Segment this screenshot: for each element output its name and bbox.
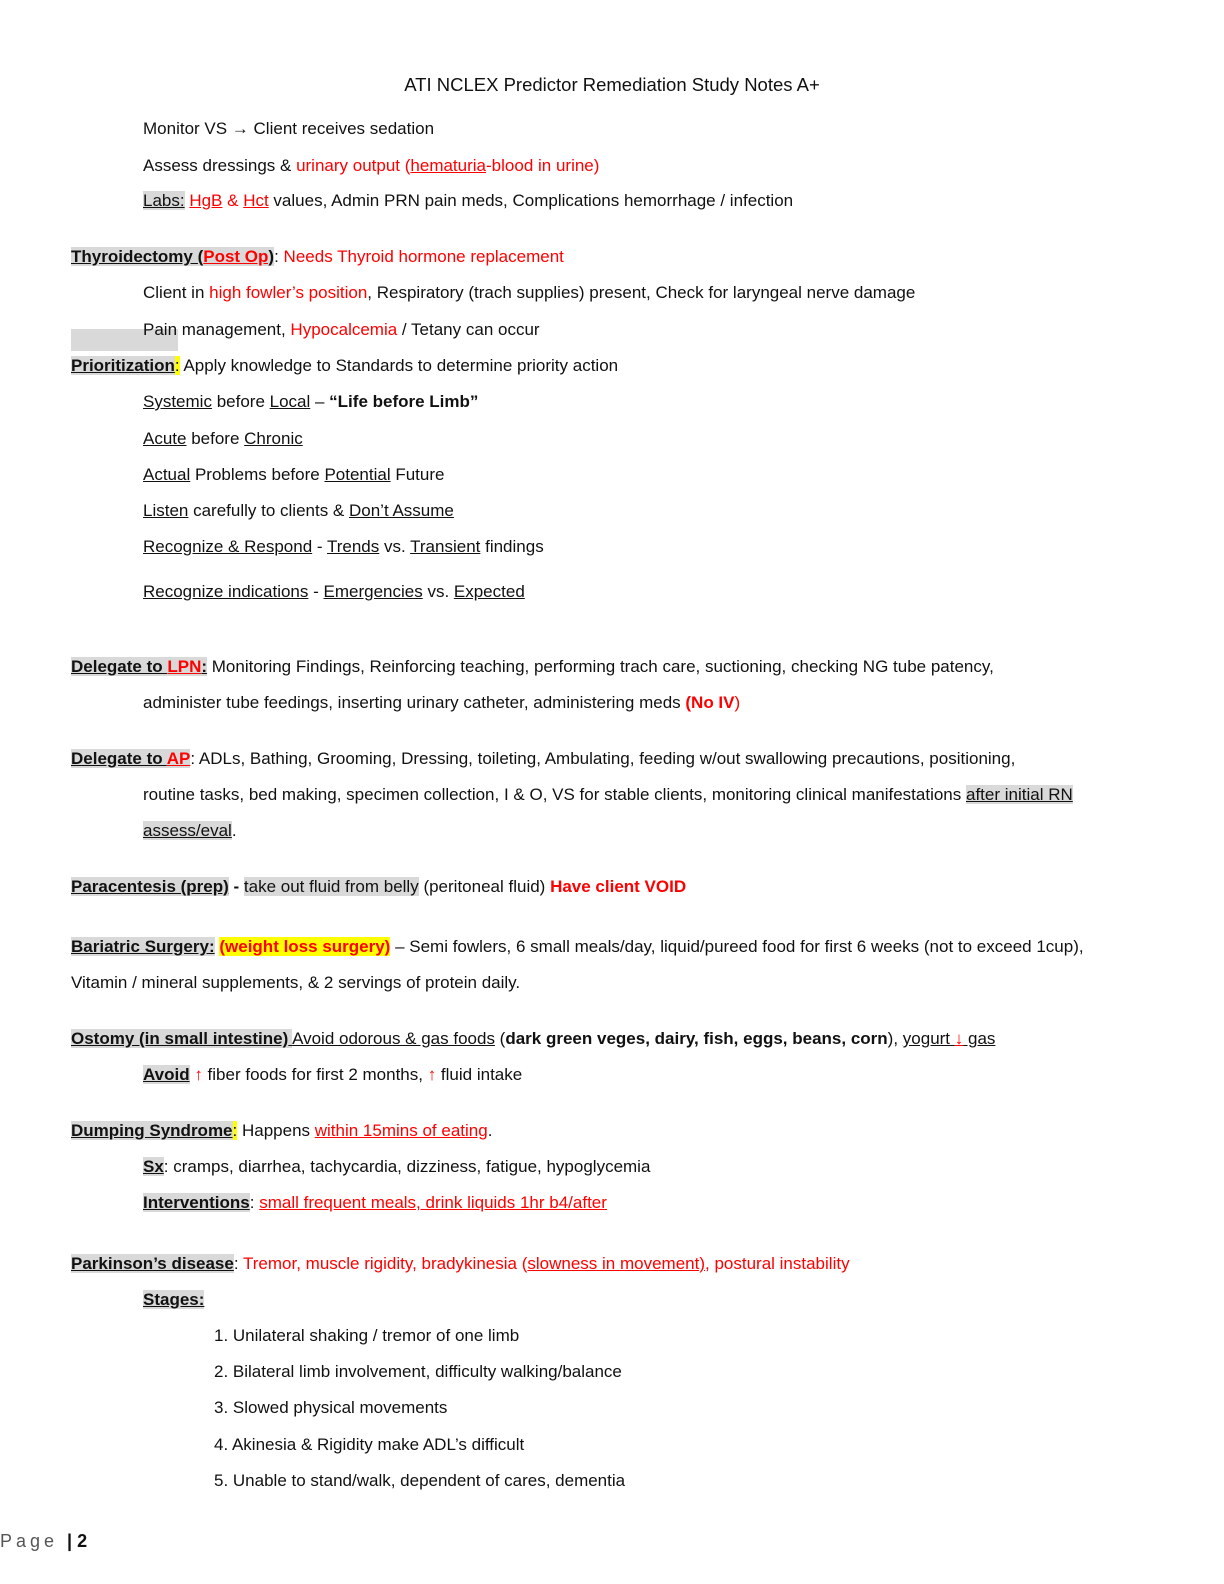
heading-delegate-lpn: Delegate to LPN: Monitoring Findings, Reinforcing teaching, performing trach care, suctioning, checking NG tube patency,	[71, 657, 994, 676]
page-number: 2	[77, 1531, 88, 1551]
line-recognize-indications: Recognize indications - Emergencies vs. Expected	[143, 582, 525, 601]
line-ostomy-avoid: Avoid ↑ fiber foods for first 2 months, ↑ fluid intake	[143, 1065, 523, 1084]
line-listen: Listen carefully to clients & Don’t Assume	[143, 501, 454, 520]
heading-bariatric: Bariatric Surgery: (weight loss surgery) – Semi fowlers, 6 small meals/day, liquid/pureed food for first 6 weeks (not to exceed 1cup),	[71, 937, 1084, 956]
line-actual-potential: Actual Problems before Potential Future	[143, 465, 445, 484]
line-ap-tasks: routine tasks, bed making, specimen collection, I & O, VS for stable clients, monitoring clinical manifestations after initial RN	[143, 785, 1073, 804]
heading-ostomy: Ostomy (in small intestine) Avoid odorous & gas foods (dark green veges, dairy, fish, eggs, beans, corn), yogurt ↓ gas	[71, 1029, 996, 1048]
line-labs: Labs: HgB & Hct values, Admin PRN pain meds, Complications hemorrhage / infection	[143, 191, 794, 210]
line-bariatric-supplements: Vitamin / mineral supplements, & 2 servings of protein daily.	[71, 973, 521, 992]
heading-stages: Stages:	[143, 1290, 205, 1309]
line-dumping-interventions: Interventions: small frequent meals, drink liquids 1hr b4/after	[143, 1193, 607, 1212]
heading-prioritization: Prioritization: Apply knowledge to Standards to determine priority action	[71, 356, 619, 375]
heading-thyroidectomy: Thyroidectomy (Post Op): Needs Thyroid hormone replacement	[71, 247, 564, 266]
arrow-up-icon: ↑	[189, 1065, 203, 1084]
line-lpn-tasks: administer tube feedings, inserting urinary catheter, administering meds (No IV)	[143, 693, 741, 712]
line-dumping-sx: Sx: cramps, diarrhea, tachycardia, dizziness, fatigue, hypoglycemia	[143, 1157, 651, 1176]
heading-parkinsons: Parkinson’s disease: Tremor, muscle rigidity, bradykinesia (slowness in movement), postural instability	[71, 1254, 850, 1273]
line-recognize-respond: Recognize & Respond - Trends vs. Transient findings	[143, 537, 544, 556]
arrow-up-icon: ↑	[427, 1065, 437, 1084]
line-assess-dressings: Assess dressings & urinary output (hematuria-blood in urine)	[143, 156, 600, 175]
page-title: ATI NCLEX Predictor Remediation Study Notes A+	[404, 74, 820, 95]
line-systemic-local: Systemic before Local – “Life before Limb”	[143, 392, 479, 411]
heading-delegate-ap: Delegate to AP: ADLs, Bathing, Grooming, Dressing, toileting, Ambulating, feeding w/out swallowing precautions, positioning,	[71, 749, 1016, 768]
stage-item: 3. Slowed physical movements	[214, 1398, 448, 1417]
line-high-fowler: Client in high fowler’s position, Respiratory (trach supplies) present, Check for laryngeal nerve damage	[143, 283, 916, 302]
stage-item: 5. Unable to stand/walk, dependent of cares, dementia	[214, 1471, 626, 1490]
page-footer: Page | 2	[0, 1531, 88, 1551]
heading-paracentesis: Paracentesis (prep) - take out fluid from belly (peritoneal fluid) Have client VOID	[71, 877, 687, 896]
heading-dumping-syndrome: Dumping Syndrome: Happens within 15mins of eating.	[71, 1121, 493, 1140]
stage-item: 1. Unilateral shaking / tremor of one limb	[214, 1326, 520, 1345]
arrow-down-icon: ↓	[954, 1029, 964, 1048]
line-monitor-vs: Monitor VS → Client receives sedation	[143, 119, 435, 138]
stage-item: 2. Bilateral limb involvement, difficulty walking/balance	[214, 1362, 622, 1381]
line-acute-chronic: Acute before Chronic	[143, 429, 303, 448]
stage-item: 4. Akinesia & Rigidity make ADL’s difficult	[214, 1435, 525, 1454]
line-pain-management: Pain management, Hypocalcemia / Tetany can occur	[143, 320, 540, 339]
line-ap-assess: assess/eval.	[143, 821, 237, 840]
